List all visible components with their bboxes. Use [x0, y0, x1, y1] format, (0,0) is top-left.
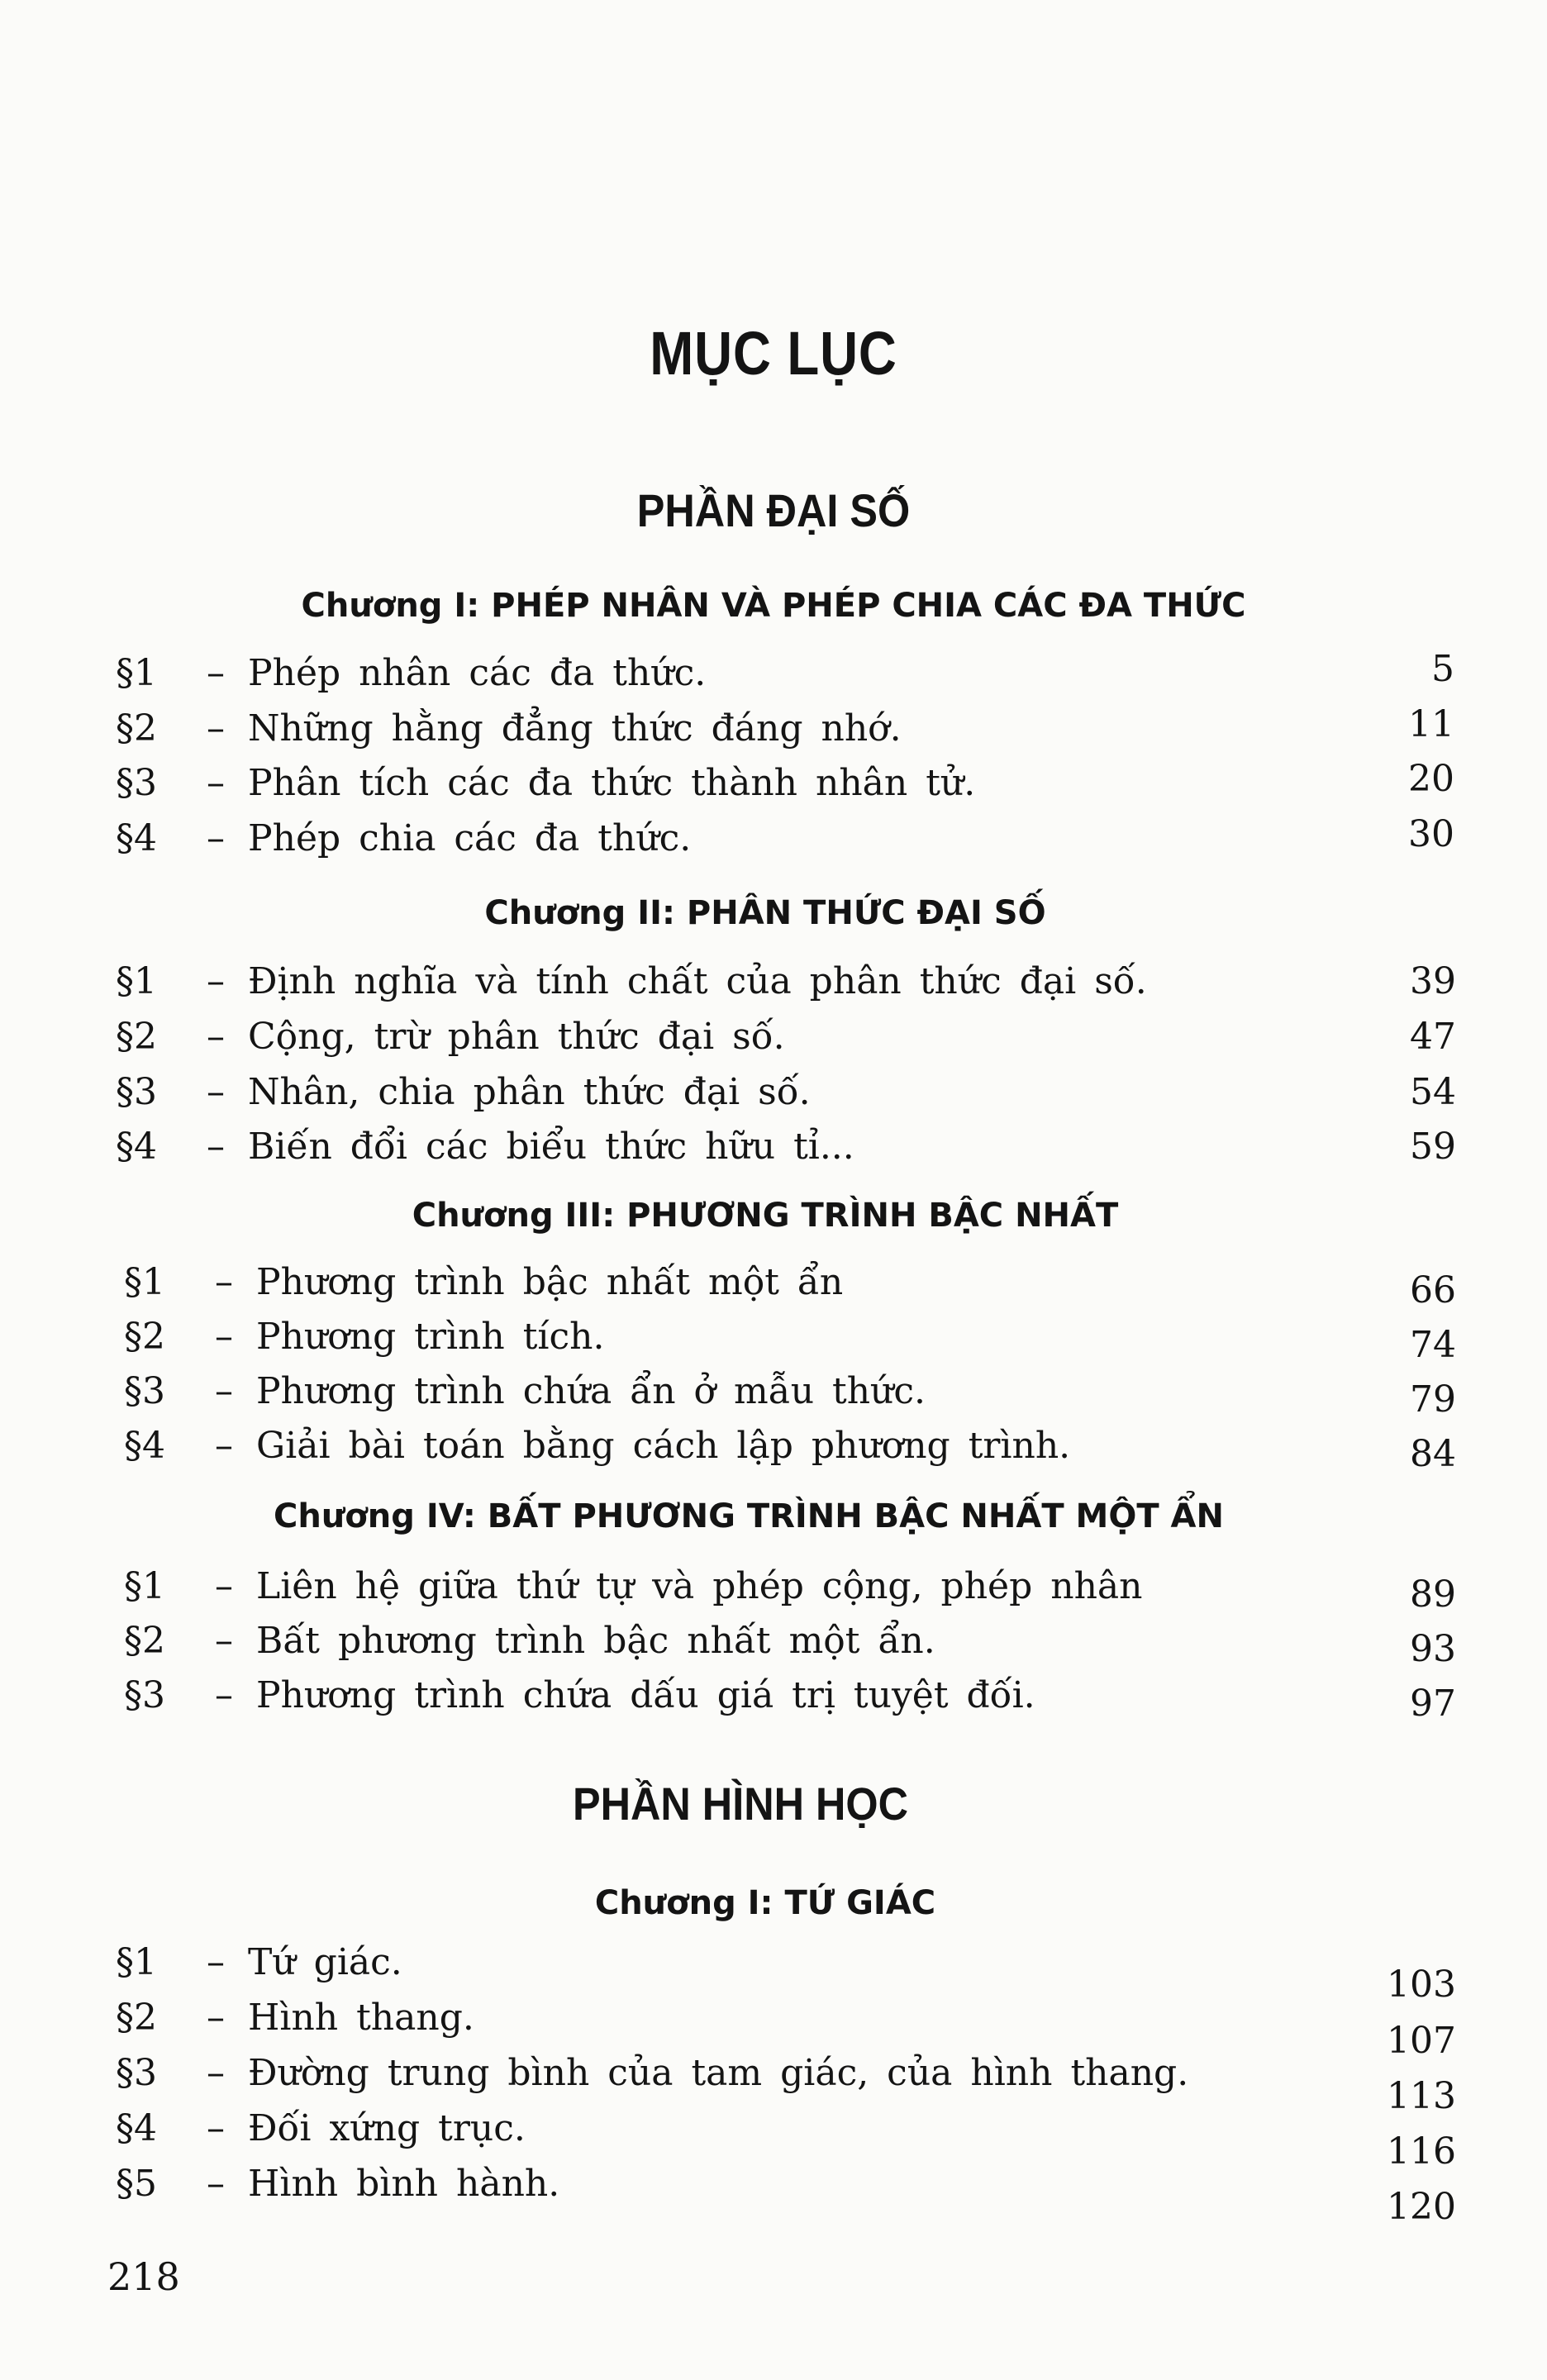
toc-entry: §1 – Phương trình bậc nhất một ẩn [124, 1258, 843, 1307]
toc-entry: §4 – Biến đổi các biểu thức hữu tỉ... [116, 1122, 854, 1172]
entry-page-number: 103 [1387, 1963, 1456, 2006]
part-title-algebra: PHẦN ĐẠI SỐ [636, 484, 911, 536]
entry-page-number: 120 [1387, 2186, 1456, 2228]
entry-page-number: 113 [1387, 2075, 1456, 2117]
entry-page-number: 66 [1410, 1269, 1456, 1311]
chapter-title: Chương IV: BẤT PHƯƠNG TRÌNH BẬC NHẤT MỘT ẨN [274, 1497, 1224, 1535]
toc-entry: §1 – Phép nhân các đa thức. [116, 649, 706, 698]
entry-page-number: 79 [1410, 1378, 1456, 1421]
entry-title: Phương trình tích. [256, 1316, 605, 1358]
entry-title: Cộng, trừ phân thức đại số. [248, 1016, 785, 1058]
entry-page-number: 39 [1410, 960, 1456, 1002]
entry-page-number: 74 [1410, 1324, 1456, 1366]
entry-title: Giải bài toán bằng cách lập phương trình. [256, 1425, 1071, 1467]
section-number: §4 [116, 2107, 157, 2149]
toc-entry: §3 – Phương trình chứa dấu giá trị tuyệt đối. [124, 1671, 1035, 1721]
entry-title: Phân tích các đa thức thành nhân tử. [248, 762, 976, 804]
chapter-title: Chương II: PHÂN THỨC ĐẠI SỐ [484, 894, 1046, 932]
section-number: §4 [116, 1126, 157, 1168]
section-number: §5 [116, 2163, 157, 2205]
section-number: §2 [124, 1620, 165, 1662]
entry-title: Hình thang. [248, 1997, 474, 2039]
section-number: §3 [116, 762, 157, 804]
section-number: §3 [124, 1370, 165, 1412]
entry-title: Phép chia các đa thức. [248, 817, 692, 859]
entry-page-number: 30 [1408, 813, 1454, 855]
toc-entry: §1 – Tứ giác. [116, 1938, 402, 1987]
entry-title: Bất phương trình bậc nhất một ẩn. [256, 1620, 935, 1662]
toc-entry: §2 – Phương trình tích. [124, 1312, 604, 1362]
entry-page-number: 116 [1387, 2130, 1456, 2173]
entry-title: Hình bình hành. [248, 2163, 560, 2205]
section-number: §3 [124, 1674, 165, 1716]
entry-title: Đối xứng trục. [248, 2107, 526, 2149]
entry-title: Phép nhân các đa thức. [248, 652, 707, 694]
entry-page-number: 11 [1408, 703, 1454, 745]
section-number: §2 [124, 1316, 165, 1358]
chapter-title: Chương I: PHÉP NHÂN VÀ PHÉP CHIA CÁC ĐA THỨC [301, 587, 1246, 625]
toc-entry: §3 – Phương trình chứa ẩn ở mẫu thức. [124, 1367, 926, 1416]
part-title-geometry: PHẦN HÌNH HỌC [572, 1778, 909, 1830]
toc-entry: §3 – Đường trung bình của tam giác, của hình thang. [116, 2049, 1188, 2098]
page-number: 218 [107, 2254, 180, 2299]
toc-entry: §2 – Cộng, trừ phân thức đại số. [116, 1012, 785, 1062]
entry-title: Đường trung bình của tam giác, của hình thang. [248, 2052, 1189, 2094]
toc-entry: §2 – Bất phương trình bậc nhất một ẩn. [124, 1616, 935, 1666]
entry-page-number: 47 [1410, 1016, 1456, 1058]
toc-entry: §5 – Hình bình hành. [116, 2159, 559, 2209]
page-title: MỤC LỤC [650, 319, 897, 388]
section-number: §2 [116, 707, 157, 750]
entry-page-number: 54 [1410, 1071, 1456, 1113]
entry-page-number: 89 [1410, 1573, 1456, 1616]
entry-title: Liên hệ giữa thứ tự và phép cộng, phép nhân [256, 1565, 1143, 1607]
section-number: §1 [116, 652, 157, 694]
section-number: §1 [116, 960, 157, 1002]
section-number: §1 [116, 1941, 157, 1983]
entry-page-number: 59 [1410, 1126, 1456, 1168]
entry-page-number: 107 [1387, 2020, 1456, 2062]
entry-title: Phương trình chứa ẩn ở mẫu thức. [256, 1370, 926, 1412]
entry-title: Phương trình chứa dấu giá trị tuyệt đối. [256, 1674, 1035, 1716]
section-number: §4 [124, 1425, 165, 1467]
toc-entry: §4 – Giải bài toán bằng cách lập phương trình. [124, 1421, 1070, 1471]
entry-page-number: 84 [1410, 1433, 1456, 1475]
toc-entry: §4 – Phép chia các đa thức. [116, 814, 691, 864]
section-number: §3 [116, 1071, 157, 1113]
toc-entry: §2 – Hình thang. [116, 1993, 474, 2043]
section-number: §3 [116, 2052, 157, 2094]
entry-page-number: 20 [1408, 758, 1454, 800]
entry-title: Biến đổi các biểu thức hữu tỉ... [248, 1126, 854, 1168]
entry-title: Định nghĩa và tính chất của phân thức đại số. [248, 960, 1147, 1002]
entry-title: Phương trình bậc nhất một ẩn [256, 1261, 844, 1303]
section-number: §1 [124, 1565, 165, 1607]
entry-page-number: 5 [1431, 648, 1454, 690]
section-number: §4 [116, 817, 157, 859]
toc-entry: §3 – Phân tích các đa thức thành nhân tử. [116, 759, 975, 808]
toc-entry: §2 – Những hằng đẳng thức đáng nhớ. [116, 704, 902, 754]
entry-title: Những hằng đẳng thức đáng nhớ. [248, 707, 902, 750]
toc-entry: §4 – Đối xứng trục. [116, 2104, 526, 2154]
chapter-title: Chương III: PHƯƠNG TRÌNH BẬC NHẤT [412, 1197, 1119, 1235]
section-number: §2 [116, 1997, 157, 2039]
section-number: §1 [124, 1261, 165, 1303]
toc-entry: §1 – Liên hệ giữa thứ tự và phép cộng, phép nhân [124, 1562, 1142, 1611]
entry-title: Tứ giác. [248, 1941, 402, 1983]
toc-entry: §3 – Nhân, chia phân thức đại số. [116, 1068, 811, 1117]
toc-entry: §1 – Định nghĩa và tính chất của phân thức đại số. [116, 957, 1147, 1007]
entry-title: Nhân, chia phân thức đại số. [248, 1071, 811, 1113]
entry-page-number: 97 [1410, 1683, 1456, 1725]
chapter-title: Chương I: TỨ GIÁC [594, 1884, 936, 1922]
entry-page-number: 93 [1410, 1628, 1456, 1670]
section-number: §2 [116, 1016, 157, 1058]
